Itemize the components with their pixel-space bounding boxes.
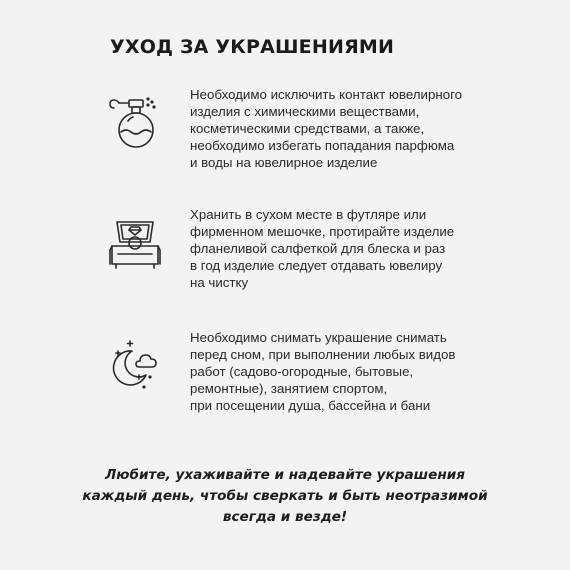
text-line: на чистку [190, 275, 249, 290]
text-line: при посещении душа, бассейна и бани [190, 398, 431, 413]
footer-line: Любите, ухаживайте и надевайте украшения [105, 467, 465, 483]
text-line: Необходимо исключить контакт ювелирного [190, 87, 463, 102]
perfume-bottle-icon [106, 94, 164, 152]
page-title: УХОД ЗА УКРАШЕНИЯМИ [110, 36, 395, 58]
text-line: работ (садово-огородные, бытовые, [190, 364, 414, 379]
footer-line: всегда и везде! [222, 509, 348, 525]
text-line: фирменном мешочке, протирайте изделие [190, 224, 455, 239]
text-line: в год изделие следует отдавать ювелиру [190, 258, 443, 273]
jewelry-box-icon [106, 216, 164, 274]
text-line: Необходимо снимать украшение снимать [190, 330, 447, 345]
care-item-text [190, 86, 480, 171]
text-line: и воды на ювелирное изделие [190, 155, 378, 170]
care-item-text [190, 329, 480, 414]
text-line: необходимо избегать попадания парфюма [190, 138, 455, 153]
text-line: фланеливой салфеткой для блеска и раз [190, 241, 446, 256]
text-line: изделия с химическими веществами, [190, 104, 420, 119]
text-line: ремонтные), занятием спортом, [190, 381, 388, 396]
footer-line: каждый день, чтобы сверкать и быть неотразимой [82, 488, 488, 504]
text-line: перед сном, при выполнении любых видов [190, 347, 456, 362]
care-item-text [190, 206, 480, 291]
moon-night-icon [106, 337, 164, 395]
text-line: косметическими средствами, а также, [190, 121, 425, 136]
text-line: Хранить в сухом месте в футляре или [190, 207, 427, 222]
footer-slogan [40, 465, 530, 528]
